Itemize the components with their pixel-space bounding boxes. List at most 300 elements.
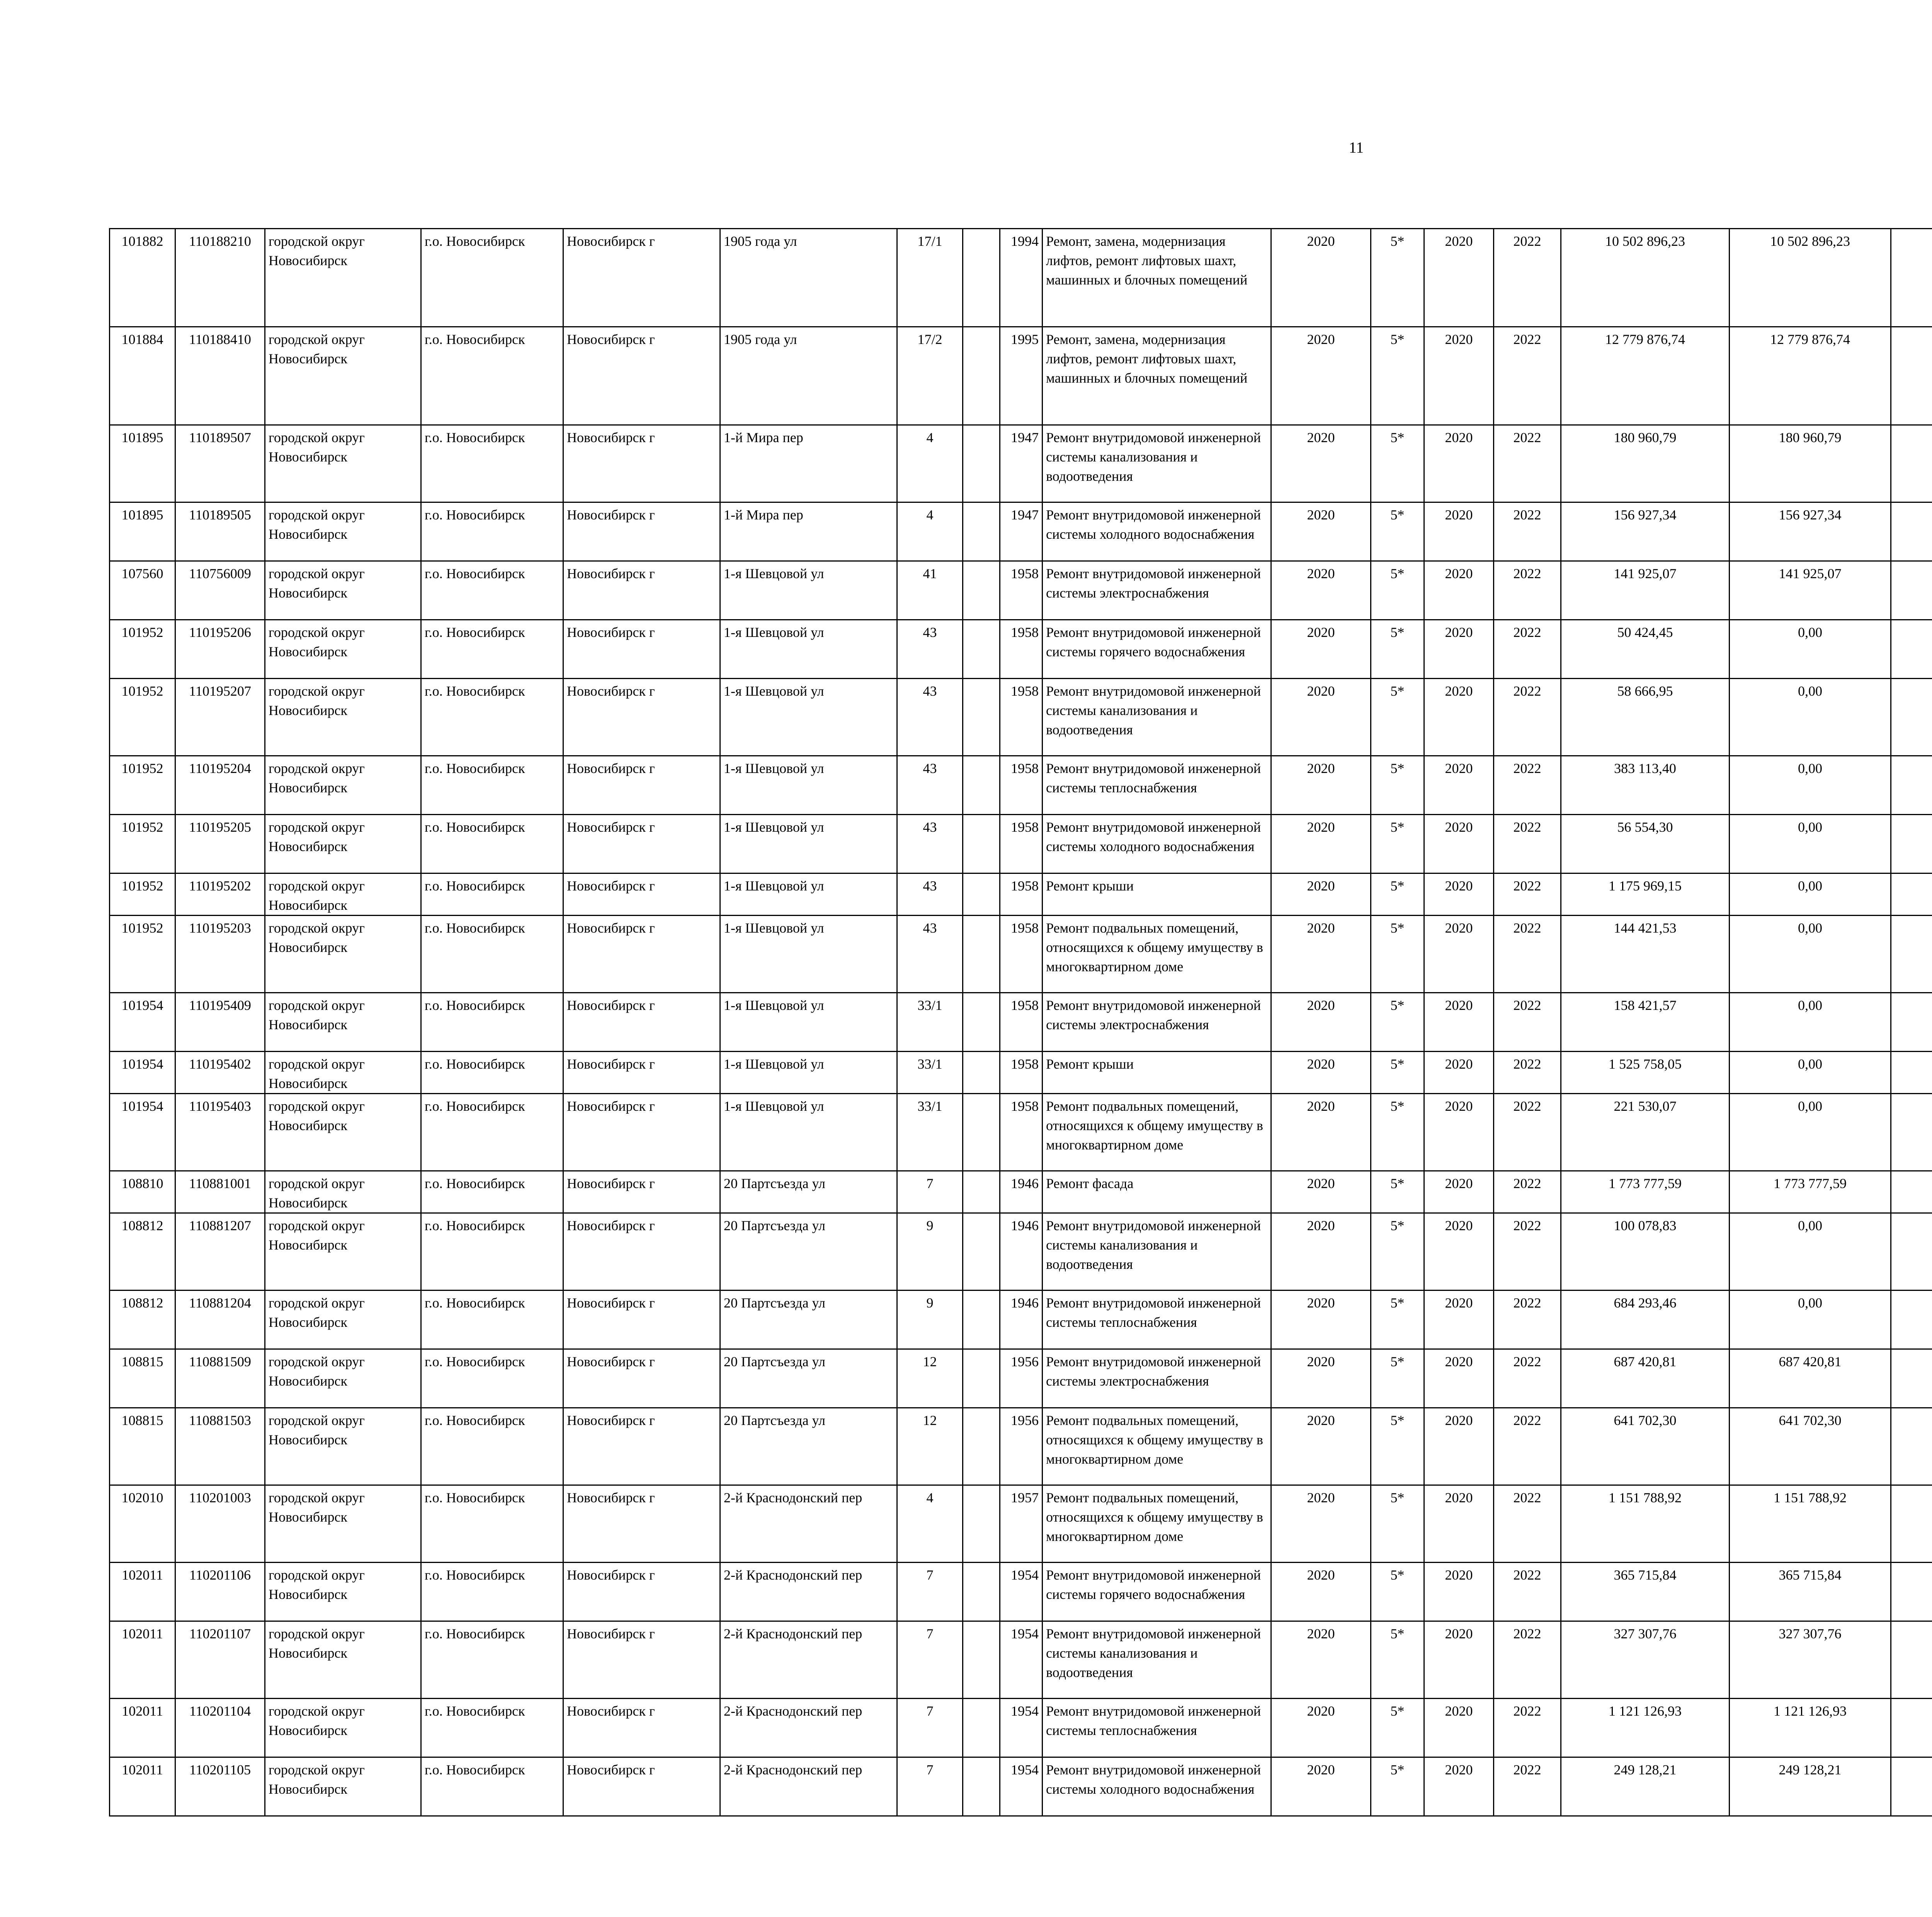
cell-district: г.о. Новосибирск [421, 229, 563, 327]
cell-district: г.о. Новосибирск [421, 1408, 563, 1485]
cell-district: г.о. Новосибирск [421, 1563, 563, 1621]
cell-work-code: 110189505 [175, 502, 265, 561]
cell-start-year: 2020 [1424, 873, 1494, 916]
cell-flag: 5* [1371, 1563, 1424, 1621]
cell-city: Новосибирск г [563, 327, 720, 425]
cell-house-id: 101952 [110, 815, 175, 873]
cell-start-year: 2020 [1424, 815, 1494, 873]
cell-house-number: 9 [897, 1213, 963, 1290]
cell-start-year: 2020 [1424, 1699, 1494, 1757]
table-row [110, 1213, 1932, 1290]
cell-municipality: городской округ Новосибирск [265, 1699, 421, 1757]
cell-plan-year: 2020 [1271, 327, 1371, 425]
cell-district: г.о. Новосибирск [421, 993, 563, 1052]
cell-street: 1905 года ул [720, 229, 897, 327]
cell-plan-year: 2020 [1271, 679, 1371, 756]
cell-street: 20 Партсъезда ул [720, 1349, 897, 1408]
cell-end-year: 2022 [1494, 1485, 1561, 1563]
cell-house-number: 4 [897, 425, 963, 502]
cell-house-number: 43 [897, 679, 963, 756]
cell-flag: 5* [1371, 620, 1424, 679]
cell-start-year: 2020 [1424, 1171, 1494, 1213]
cell-build-year: 1958 [1000, 815, 1043, 873]
cell-sum-b [1891, 679, 1932, 756]
cell-work-type: Ремонт внутридомовой инженерной системы канализования и водоотведения [1043, 1621, 1271, 1699]
cell-work-code: 110881207 [175, 1213, 265, 1290]
cell-work-code: 110188410 [175, 327, 265, 425]
cell-plan-year: 2020 [1271, 1485, 1371, 1563]
cell-end-year: 2022 [1494, 1408, 1561, 1485]
table-row [110, 561, 1932, 620]
repair-register-table [109, 228, 1932, 1817]
cell-municipality: городской округ Новосибирск [265, 502, 421, 561]
cell-build-year: 1958 [1000, 1052, 1043, 1094]
cell-house-id: 101952 [110, 756, 175, 815]
cell-municipality: городской округ Новосибирск [265, 561, 421, 620]
cell-municipality: городской округ Новосибирск [265, 756, 421, 815]
cell-house-number: 33/1 [897, 1094, 963, 1171]
cell-sum-b [1891, 993, 1932, 1052]
cell-plan-year: 2020 [1271, 1213, 1371, 1290]
cell-house-number: 12 [897, 1408, 963, 1485]
cell-sum-total: 12 779 876,74 [1561, 327, 1730, 425]
cell-end-year: 2022 [1494, 1094, 1561, 1171]
cell-municipality: городской округ Новосибирск [265, 620, 421, 679]
cell-sum-b [1891, 327, 1932, 425]
cell-flag: 5* [1371, 1485, 1424, 1563]
cell-sum-total: 180 960,79 [1561, 425, 1730, 502]
cell-work-code: 110188210 [175, 229, 265, 327]
cell-flag: 5* [1371, 1171, 1424, 1213]
cell-plan-year: 2020 [1271, 1699, 1371, 1757]
cell-end-year: 2022 [1494, 561, 1561, 620]
cell-work-code: 110201107 [175, 1621, 265, 1699]
cell-building [963, 1563, 1000, 1621]
cell-sum-b [1891, 1408, 1932, 1485]
cell-sum-fund: 0,00 [1730, 756, 1891, 815]
cell-end-year: 2022 [1494, 1349, 1561, 1408]
cell-work-type: Ремонт подвальных помещений, относящихся к общему имуществу в многоквартирном доме [1043, 916, 1271, 993]
cell-plan-year: 2020 [1271, 756, 1371, 815]
cell-sum-total: 327 307,76 [1561, 1621, 1730, 1699]
cell-sum-b [1891, 1621, 1932, 1699]
cell-start-year: 2020 [1424, 1485, 1494, 1563]
cell-street: 1-я Шевцовой ул [720, 561, 897, 620]
table-row [110, 229, 1932, 327]
cell-start-year: 2020 [1424, 1094, 1494, 1171]
cell-flag: 5* [1371, 561, 1424, 620]
cell-city: Новосибирск г [563, 916, 720, 993]
cell-start-year: 2020 [1424, 1290, 1494, 1349]
cell-build-year: 1958 [1000, 873, 1043, 916]
cell-work-code: 110195207 [175, 679, 265, 756]
cell-build-year: 1956 [1000, 1349, 1043, 1408]
cell-build-year: 1954 [1000, 1621, 1043, 1699]
cell-start-year: 2020 [1424, 993, 1494, 1052]
cell-building [963, 1213, 1000, 1290]
cell-municipality: городской округ Новосибирск [265, 679, 421, 756]
cell-sum-b [1891, 1052, 1932, 1094]
cell-work-code: 110756009 [175, 561, 265, 620]
cell-flag: 5* [1371, 1052, 1424, 1094]
table-row [110, 679, 1932, 756]
cell-house-id: 101895 [110, 502, 175, 561]
cell-building [963, 1052, 1000, 1094]
cell-city: Новосибирск г [563, 1563, 720, 1621]
cell-build-year: 1947 [1000, 425, 1043, 502]
cell-start-year: 2020 [1424, 916, 1494, 993]
cell-start-year: 2020 [1424, 327, 1494, 425]
cell-house-id: 102011 [110, 1563, 175, 1621]
cell-city: Новосибирск г [563, 1485, 720, 1563]
cell-house-number: 7 [897, 1757, 963, 1816]
cell-house-number: 12 [897, 1349, 963, 1408]
table-body [110, 229, 1932, 1816]
cell-work-code: 110201105 [175, 1757, 265, 1816]
cell-building [963, 993, 1000, 1052]
cell-district: г.о. Новосибирск [421, 1349, 563, 1408]
cell-sum-total: 1 121 126,93 [1561, 1699, 1730, 1757]
cell-sum-total: 687 420,81 [1561, 1349, 1730, 1408]
cell-work-type: Ремонт крыши [1043, 1052, 1271, 1094]
cell-sum-total: 1 773 777,59 [1561, 1171, 1730, 1213]
cell-municipality: городской округ Новосибирск [265, 1213, 421, 1290]
cell-work-type: Ремонт внутридомовой инженерной системы канализования и водоотведения [1043, 425, 1271, 502]
cell-end-year: 2022 [1494, 756, 1561, 815]
cell-work-code: 110195206 [175, 620, 265, 679]
cell-plan-year: 2020 [1271, 1563, 1371, 1621]
cell-building [963, 1094, 1000, 1171]
cell-build-year: 1954 [1000, 1563, 1043, 1621]
cell-plan-year: 2020 [1271, 1349, 1371, 1408]
cell-start-year: 2020 [1424, 425, 1494, 502]
cell-city: Новосибирск г [563, 1052, 720, 1094]
table-row [110, 1052, 1932, 1094]
cell-house-id: 101895 [110, 425, 175, 502]
cell-end-year: 2022 [1494, 993, 1561, 1052]
cell-sum-total: 100 078,83 [1561, 1213, 1730, 1290]
cell-sum-total: 56 554,30 [1561, 815, 1730, 873]
cell-municipality: городской округ Новосибирск [265, 1349, 421, 1408]
cell-build-year: 1958 [1000, 561, 1043, 620]
table-row [110, 1699, 1932, 1757]
cell-plan-year: 2020 [1271, 1052, 1371, 1094]
cell-building [963, 916, 1000, 993]
cell-city: Новосибирск г [563, 873, 720, 916]
cell-house-number: 41 [897, 561, 963, 620]
cell-build-year: 1957 [1000, 1485, 1043, 1563]
cell-municipality: городской округ Новосибирск [265, 1757, 421, 1816]
cell-plan-year: 2020 [1271, 1094, 1371, 1171]
cell-start-year: 2020 [1424, 561, 1494, 620]
cell-district: г.о. Новосибирск [421, 1699, 563, 1757]
cell-sum-fund: 0,00 [1730, 1052, 1891, 1094]
cell-end-year: 2022 [1494, 873, 1561, 916]
cell-sum-b [1891, 1757, 1932, 1816]
cell-house-id: 108812 [110, 1290, 175, 1349]
cell-build-year: 1958 [1000, 679, 1043, 756]
cell-house-number: 17/2 [897, 327, 963, 425]
cell-house-id: 102011 [110, 1621, 175, 1699]
cell-build-year: 1958 [1000, 916, 1043, 993]
cell-flag: 5* [1371, 1213, 1424, 1290]
cell-work-code: 110881001 [175, 1171, 265, 1213]
cell-start-year: 2020 [1424, 1052, 1494, 1094]
cell-sum-fund: 0,00 [1730, 916, 1891, 993]
cell-sum-fund: 0,00 [1730, 993, 1891, 1052]
table-row [110, 1171, 1932, 1213]
cell-street: 2-й Краснодонский пер [720, 1757, 897, 1816]
cell-city: Новосибирск г [563, 1621, 720, 1699]
cell-end-year: 2022 [1494, 1563, 1561, 1621]
cell-work-type: Ремонт крыши [1043, 873, 1271, 916]
cell-district: г.о. Новосибирск [421, 1094, 563, 1171]
cell-sum-total: 249 128,21 [1561, 1757, 1730, 1816]
cell-sum-total: 383 113,40 [1561, 756, 1730, 815]
cell-work-code: 110201106 [175, 1563, 265, 1621]
cell-work-type: Ремонт внутридомовой инженерной системы электроснабжения [1043, 1349, 1271, 1408]
cell-sum-b [1891, 620, 1932, 679]
cell-house-number: 7 [897, 1621, 963, 1699]
cell-sum-b [1891, 1171, 1932, 1213]
cell-start-year: 2020 [1424, 229, 1494, 327]
cell-end-year: 2022 [1494, 620, 1561, 679]
cell-work-code: 110881509 [175, 1349, 265, 1408]
cell-sum-fund: 10 502 896,23 [1730, 229, 1891, 327]
cell-build-year: 1958 [1000, 993, 1043, 1052]
cell-work-type: Ремонт внутридомовой инженерной системы горячего водоснабжения [1043, 620, 1271, 679]
cell-city: Новосибирск г [563, 815, 720, 873]
cell-district: г.о. Новосибирск [421, 1171, 563, 1213]
cell-flag: 5* [1371, 916, 1424, 993]
cell-end-year: 2022 [1494, 1171, 1561, 1213]
cell-plan-year: 2020 [1271, 873, 1371, 916]
cell-house-number: 4 [897, 1485, 963, 1563]
cell-work-type: Ремонт подвальных помещений, относящихся к общему имуществу в многоквартирном доме [1043, 1094, 1271, 1171]
cell-house-number: 9 [897, 1290, 963, 1349]
cell-sum-b [1891, 1699, 1932, 1757]
cell-sum-total: 144 421,53 [1561, 916, 1730, 993]
cell-work-type: Ремонт внутридомовой инженерной системы холодного водоснабжения [1043, 502, 1271, 561]
cell-district: г.о. Новосибирск [421, 1485, 563, 1563]
cell-sum-fund: 0,00 [1730, 1213, 1891, 1290]
cell-city: Новосибирск г [563, 1290, 720, 1349]
cell-municipality: городской округ Новосибирск [265, 873, 421, 916]
cell-house-number: 43 [897, 620, 963, 679]
cell-building [963, 815, 1000, 873]
cell-city: Новосибирск г [563, 425, 720, 502]
cell-work-code: 110195409 [175, 993, 265, 1052]
cell-work-type: Ремонт, замена, модернизация лифтов, ремонт лифтовых шахт, машинных и блочных помещений [1043, 229, 1271, 327]
cell-end-year: 2022 [1494, 1757, 1561, 1816]
cell-city: Новосибирск г [563, 1699, 720, 1757]
cell-district: г.о. Новосибирск [421, 502, 563, 561]
cell-building [963, 679, 1000, 756]
cell-work-code: 110195202 [175, 873, 265, 916]
cell-street: 1-я Шевцовой ул [720, 916, 897, 993]
cell-municipality: городской округ Новосибирск [265, 1094, 421, 1171]
cell-sum-b [1891, 1485, 1932, 1563]
cell-city: Новосибирск г [563, 1349, 720, 1408]
cell-district: г.о. Новосибирск [421, 327, 563, 425]
cell-plan-year: 2020 [1271, 815, 1371, 873]
cell-municipality: городской округ Новосибирск [265, 993, 421, 1052]
cell-street: 1-я Шевцовой ул [720, 756, 897, 815]
cell-work-type: Ремонт внутридомовой инженерной системы теплоснабжения [1043, 1290, 1271, 1349]
cell-flag: 5* [1371, 229, 1424, 327]
cell-sum-total: 221 530,07 [1561, 1094, 1730, 1171]
cell-house-number: 43 [897, 756, 963, 815]
cell-sum-total: 141 925,07 [1561, 561, 1730, 620]
table-row [110, 1349, 1932, 1408]
cell-flag: 5* [1371, 815, 1424, 873]
cell-municipality: городской округ Новосибирск [265, 1052, 421, 1094]
cell-work-code: 110195204 [175, 756, 265, 815]
table-row [110, 502, 1932, 561]
cell-sum-b [1891, 1290, 1932, 1349]
cell-sum-fund: 327 307,76 [1730, 1621, 1891, 1699]
table-row [110, 327, 1932, 425]
cell-building [963, 425, 1000, 502]
cell-work-type: Ремонт внутридомовой инженерной системы канализования и водоотведения [1043, 679, 1271, 756]
cell-flag: 5* [1371, 873, 1424, 916]
cell-work-type: Ремонт внутридомовой инженерной системы канализования и водоотведения [1043, 1213, 1271, 1290]
cell-work-code: 110195402 [175, 1052, 265, 1094]
cell-district: г.о. Новосибирск [421, 425, 563, 502]
cell-street: 2-й Краснодонский пер [720, 1563, 897, 1621]
cell-sum-b [1891, 916, 1932, 993]
cell-sum-b [1891, 756, 1932, 815]
cell-street: 1-я Шевцовой ул [720, 1052, 897, 1094]
cell-city: Новосибирск г [563, 1171, 720, 1213]
cell-sum-total: 156 927,34 [1561, 502, 1730, 561]
cell-building [963, 502, 1000, 561]
page-number: 11 [1349, 139, 1364, 156]
cell-city: Новосибирск г [563, 1408, 720, 1485]
cell-flag: 5* [1371, 1349, 1424, 1408]
cell-sum-b [1891, 229, 1932, 327]
cell-start-year: 2020 [1424, 1563, 1494, 1621]
cell-sum-b [1891, 1213, 1932, 1290]
cell-building [963, 873, 1000, 916]
cell-house-id: 101884 [110, 327, 175, 425]
cell-house-id: 108810 [110, 1171, 175, 1213]
cell-plan-year: 2020 [1271, 1757, 1371, 1816]
cell-flag: 5* [1371, 1699, 1424, 1757]
table-row [110, 620, 1932, 679]
cell-work-code: 110881204 [175, 1290, 265, 1349]
cell-start-year: 2020 [1424, 1349, 1494, 1408]
cell-build-year: 1958 [1000, 620, 1043, 679]
cell-sum-b [1891, 561, 1932, 620]
cell-street: 20 Партсъезда ул [720, 1171, 897, 1213]
cell-sum-b [1891, 873, 1932, 916]
cell-building [963, 1290, 1000, 1349]
cell-house-number: 33/1 [897, 993, 963, 1052]
cell-start-year: 2020 [1424, 1408, 1494, 1485]
cell-building [963, 1699, 1000, 1757]
cell-city: Новосибирск г [563, 561, 720, 620]
cell-house-number: 17/1 [897, 229, 963, 327]
cell-start-year: 2020 [1424, 1757, 1494, 1816]
cell-build-year: 1958 [1000, 756, 1043, 815]
cell-house-number: 7 [897, 1171, 963, 1213]
cell-building [963, 1349, 1000, 1408]
table-row [110, 1290, 1932, 1349]
cell-sum-total: 1 151 788,92 [1561, 1485, 1730, 1563]
cell-flag: 5* [1371, 1094, 1424, 1171]
table-row [110, 1485, 1932, 1563]
cell-end-year: 2022 [1494, 1699, 1561, 1757]
cell-house-id: 101952 [110, 620, 175, 679]
cell-house-id: 101882 [110, 229, 175, 327]
cell-district: г.о. Новосибирск [421, 561, 563, 620]
cell-building [963, 1621, 1000, 1699]
cell-build-year: 1946 [1000, 1171, 1043, 1213]
cell-sum-total: 684 293,46 [1561, 1290, 1730, 1349]
cell-city: Новосибирск г [563, 993, 720, 1052]
cell-sum-b [1891, 502, 1932, 561]
cell-sum-fund: 1 151 788,92 [1730, 1485, 1891, 1563]
cell-sum-fund: 365 715,84 [1730, 1563, 1891, 1621]
cell-flag: 5* [1371, 993, 1424, 1052]
cell-building [963, 756, 1000, 815]
cell-building [963, 1408, 1000, 1485]
cell-building [963, 229, 1000, 327]
cell-end-year: 2022 [1494, 327, 1561, 425]
cell-municipality: городской округ Новосибирск [265, 1290, 421, 1349]
cell-work-type: Ремонт внутридомовой инженерной системы теплоснабжения [1043, 756, 1271, 815]
cell-end-year: 2022 [1494, 1621, 1561, 1699]
cell-city: Новосибирск г [563, 756, 720, 815]
cell-street: 20 Партсъезда ул [720, 1408, 897, 1485]
cell-work-code: 110881503 [175, 1408, 265, 1485]
cell-street: 1-я Шевцовой ул [720, 873, 897, 916]
cell-municipality: городской округ Новосибирск [265, 327, 421, 425]
cell-city: Новосибирск г [563, 229, 720, 327]
cell-sum-fund: 1 773 777,59 [1730, 1171, 1891, 1213]
cell-end-year: 2022 [1494, 916, 1561, 993]
cell-plan-year: 2020 [1271, 993, 1371, 1052]
cell-sum-fund: 687 420,81 [1730, 1349, 1891, 1408]
cell-house-number: 7 [897, 1563, 963, 1621]
cell-city: Новосибирск г [563, 1757, 720, 1816]
cell-plan-year: 2020 [1271, 502, 1371, 561]
cell-sum-fund: 0,00 [1730, 1094, 1891, 1171]
cell-work-type: Ремонт внутридомовой инженерной системы теплоснабжения [1043, 1699, 1271, 1757]
table-row [110, 1757, 1932, 1816]
cell-end-year: 2022 [1494, 1290, 1561, 1349]
cell-building [963, 561, 1000, 620]
cell-municipality: городской округ Новосибирск [265, 1563, 421, 1621]
cell-end-year: 2022 [1494, 1052, 1561, 1094]
table-row [110, 993, 1932, 1052]
cell-municipality: городской округ Новосибирск [265, 425, 421, 502]
cell-house-id: 102010 [110, 1485, 175, 1563]
cell-municipality: городской округ Новосибирск [265, 1485, 421, 1563]
cell-plan-year: 2020 [1271, 229, 1371, 327]
cell-sum-fund: 0,00 [1730, 815, 1891, 873]
cell-building [963, 327, 1000, 425]
cell-house-number: 43 [897, 873, 963, 916]
cell-work-type: Ремонт внутридомовой инженерной системы электроснабжения [1043, 993, 1271, 1052]
cell-start-year: 2020 [1424, 756, 1494, 815]
cell-sum-total: 641 702,30 [1561, 1408, 1730, 1485]
cell-work-code: 110201003 [175, 1485, 265, 1563]
cell-house-id: 101952 [110, 873, 175, 916]
cell-flag: 5* [1371, 327, 1424, 425]
cell-street: 2-й Краснодонский пер [720, 1621, 897, 1699]
